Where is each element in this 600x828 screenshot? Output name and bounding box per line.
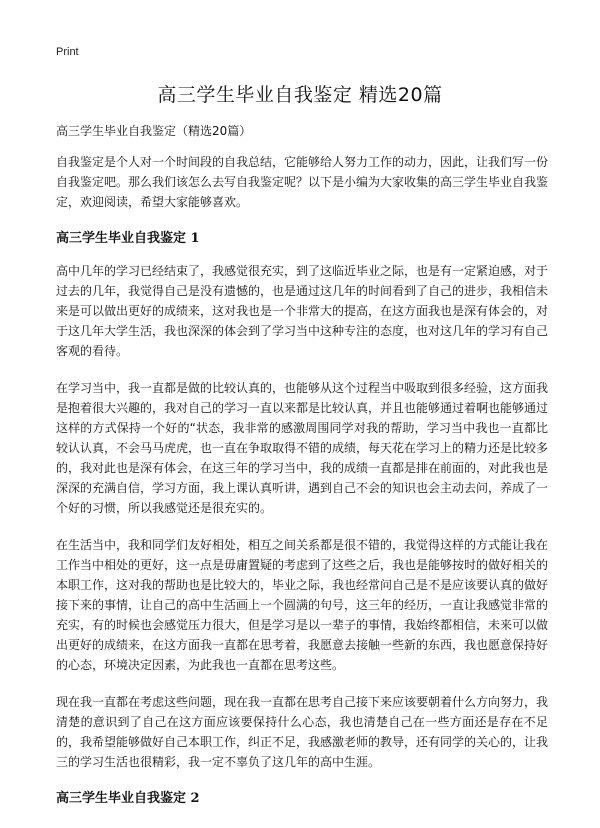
section-1-paragraph-3: 在生活当中，我和同学们友好相处，相互之间关系都是很不错的，我觉得这样的方式能让我在工作当中相处的更好，这一点是毋庸置疑的考虑到了这些之后，我也是能够按时的做好相关的本职工作，这对我的帮助也是比较大的，毕业之际，我也经常问自己是不是应该要认真的做好接下来的事情，让自己的高中生活画上一个圆满的句号，这三年的经历，一直让我感觉非常的充实，有的时候也会感觉压力很大，但是学习是以一辈子的事情，我始终都相信，未来可以做出更好的成绩来，在这方面我一直都在思考着，我愿意去接触一些新的东西，我也愿意保持好的心态，环境决定因素，为此我也一直都在思考这些。: [56, 538, 549, 672]
section-1-paragraph-2: 在学习当中，我一直都是做的比较认真的，也能够从这个过程当中吸取到很多经验，这方面我是抱着很大兴趣的，我对自己的学习一直以来都是比较认真，并且也能够通过着啊也能够通过这样的方式保持一个好的“状态，我非常的感激周围同学对我的帮助，学习当中我也一直都比较认认真，不会马马虎虎，也一直在争取取得不错的成绩，每天花在学习上的精力还是比较多的，我对此也是深有体会，在这三年的学习当中，我的成绩一直都是排在前面的，对此我也是深深的充满自信，学习方面，我上课认真听讲，遇到自己不会的知识也会主动去问，养成了一个好的习惯，所以我感觉还是很充实的。: [56, 381, 549, 515]
page-title: 高三学生毕业自我鉴定 精选20篇: [157, 84, 443, 106]
print-link[interactable]: Print: [56, 46, 79, 58]
subtitle: 高三学生毕业自我鉴定（精选20篇）: [56, 124, 252, 138]
section-1-paragraph-4: 现在我一直都在考虑这些问题，现在我一直都在思考自己接下来应该要朝着什么方向努力，我清楚的意识到了自己在这方面应该要保持什么心态，我也清楚自己在一些方面还是存在不足的，我希望能够做好自己本职工作，纠正不足，我感激老师的教导，还有同学的关心的，让我三的学习生活也很精彩，我一定不辜负了这几年的高中生涯。: [56, 695, 549, 769]
intro-paragraph: 自我鉴定是个人对一个时间段的自我总结，它能够给人努力工作的动力，因此，让我们写一份自我鉴定吧。那么我们该怎么去写自我鉴定呢？以下是小编为大家收集的高三学生毕业自我鉴定，欢迎阅读，希望大家能够喜欢。: [56, 155, 549, 209]
article-body: [56, 121, 548, 821]
section-1-paragraph-1: 高中几年的学习已经结束了，我感觉很充实，到了这临近毕业之际，也是有一定紧迫感，对于过去的几年，我觉得自己是没有遗憾的，也是通过这几年的时间看到了自己的进步，我相信未来是可以做出更好的成绩来，这对我也是一个非常大的提高，在这方面我也是深有体会的，对于这几年大学生活，我也深深的体会到了学习当中这种专注的态度，也对这几年的学习有自己客观的看待。: [56, 264, 549, 358]
section-heading-2: 高三学生毕业自我鉴定 2: [56, 791, 200, 806]
section-heading-1: 高三学生毕业自我鉴定 1: [56, 231, 200, 246]
